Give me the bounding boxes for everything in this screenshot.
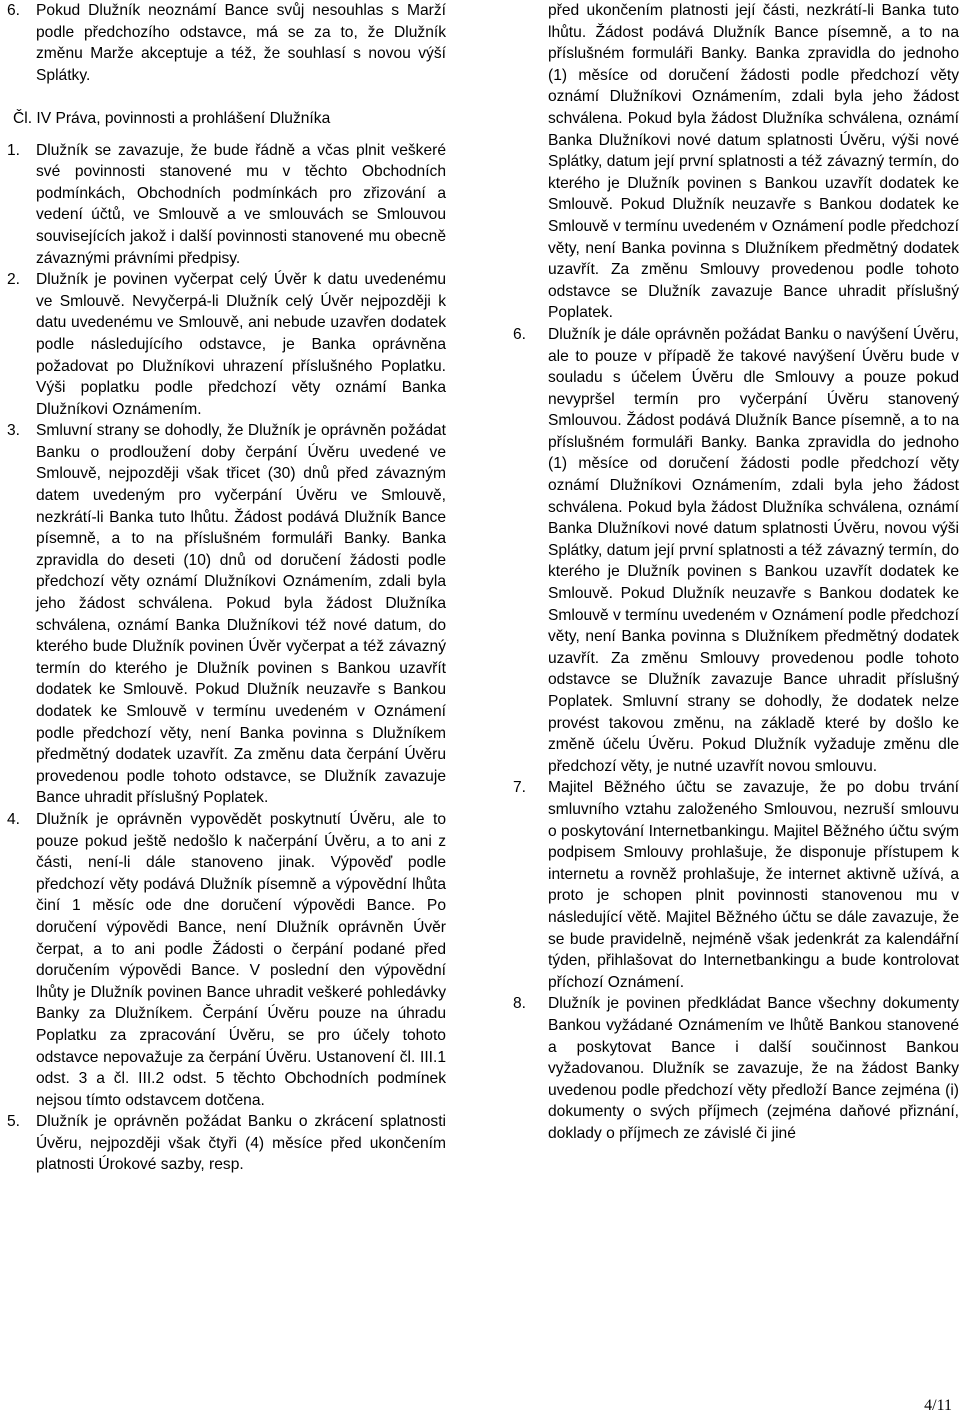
item-text: Dlužník se zavazuje, že bude řádně a včas plnit veškeré své povinnosti stanovené mu v těchto Obchodních podmínkách, Obchodních podmínkách pro zřizování a vedení účtů, ve Smlouvě a ve smlouvách se Smlouvou souvisejících jakož i další povinnosti stanovené mu obecně závaznými právními předpisy. [36,141,446,267]
spacer [7,130,446,140]
article-4-item-4 [7,809,446,1111]
article-4-item-3 [7,420,446,809]
article-4-item-1 [7,140,446,270]
item-text: Smluvní strany se dohodly, že Dlužník je oprávněn požádat Banku o prodloužení doby čerpání Úvěru uvedené ve Smlouvě, nejpozději však třicet (30) dnů před závazným datem uvedeným pro vyčerpání Úvěru ve Smlouvě, nezkrátí-li Banka tuto lhůtu. Žádost podává Dlužník Bance písemně, a to na příslušném formuláři Banky. Banka zpravidla do deseti (10) dnů od doručení žádosti podle předchozí věty oznámí Dlužníkovi Oznámením, zdali byla jeho žádost schválena. Pokud byla žádost Dlužníka schválena, oznámí Banka Dlužníkovi též nové datum, do kterého bude Dlužník povinen Úvěr vyčerpat a též závazný termín do kterého je Dlužník povinen s Bankou uzavřít dodatek ke Smlouvě. Pokud Dlužník neuzavře s Bankou dodatek ke Smlouvě v termínu uvedeném v Oznámení podle předchozí věty, není Banka povinna s Dlužníkem předmětný dodatek uzavřít. Za změnu data čerpání Úvěru provedenou podle tohoto odstavce, se Dlužník zavazuje Bance uhradit příslušný Poplatek. [36,422,446,807]
item-text: Dlužník je povinen vyčerpat celý Úvěr k datu uvedenému ve Smlouvě. Nevyčerpá-li Dlužník celý Úvěr nejpozději k datu uvedenému ve Smlouvě, ani nebude uzavřen dodatek podle následujícího odstavce, je Banka oprávněna požadovat po Dlužníkovi uhrazení příslušného Poplatku. Výši poplatku podle předchozí věty oznámí Banka Dlužníkovi Oznámením. [36,271,446,418]
article-4-item-6 [513,324,959,777]
article-4-item-5 [7,1111,446,1176]
item-text: Dlužník je dále oprávněn požádat Banku o navýšení Úvěru, ale to pouze v případě že takové navýšení Úvěru bude v souladu s účelem Úvěru dle Smlouvy a pouze pokud nevypršel termín pro vyčerpání Úvěru stanovený Smlouvou. Žádost podává Dlužník Bance písemně, a to na příslušném formuláři Banky. Banka zpravidla do jednoho (1) měsíce od doručení žádosti podle předchozí věty oznámí Dlužníkovi Oznámením, zdali byla jeho žádost schválena. Pokud byla žádost Dlužníka schválena, oznámí Banka Dlužníkovi nové datum splatnosti Úvěru, novou výši Splátky, datum její první splatnosti a též závazný termín, do kterého je Dlužník povinen s Bankou uzavřít dodatek ke Smlouvě. Pokud Dlužník neuzavře s Bankou dodatek ke Smlouvě v termínu uvedeném v Oznámení podle předchozí věty, není Banka povinna s Dlužníkem předmětný dodatek uzavřít. Za změnu Smlouvy provedenou podle tohoto odstavce se Dlužník zavazuje Bance uhradit příslušný Poplatek. Smluvní strany se dohodly, že dodatek nelze provést takovou změnu, na základě které by došlo ke změně účelu Úvěru. Pokud Dlužník vyžaduje změnu dle předchozí věty, je nutné uzavřít novou smlouvu. [548,325,959,775]
article-4-item-2 [7,269,446,420]
item-text: Dlužník je oprávněn vypovědět poskytnutí Úvěru, ale to pouze pokud ještě nedošlo k načerpání Úvěru, a to ani z části, není-li dále stanoveno jinak. Výpověď podle předchozí věty podává Dlužník písemně a výpovědní lhůta činí 1 měsíc ode dne doručení výpovědi Bance. Po doručení výpovědi Bance, není Dlužník oprávněn Úvěr čerpat, a to ani podle Žádosti o čerpání podané před doručením výpovědi Bance. V poslední den výpovědní lhůty je Dlužník povinen Bance uhradit veškeré pohledávky Banky za Dlužníkem. Čerpání Úvěru pouze na úhradu Poplatku za zpracování Úvěru, se pro účely tohoto odstavce nepovažuje za čerpání Úvěru. Ustanovení čl. III.1 odst. 3 a čl. III.2 odst. 5 těchto Obchodních podmínek nejsou tímto odstavcem dotčena. [36,810,446,1109]
article-3-item-6 [7,0,446,86]
spacer [7,86,446,108]
left-column [7,0,446,1176]
item-number: 5. [7,1113,21,1131]
right-column [513,0,959,1144]
item-number: 7. [513,779,527,797]
item-text: před ukončením platnosti její části, nezkrátí-li Banka tuto lhůtu. Žádost podává Dlužník Bance písemně, a to na příslušném formuláři Banky. Banka zpravidla do jednoho (1) měsíce od doručení žádosti podle předchozí věty oznámí Dlužníkovi Oznámením, zdali byla jeho žádost schválena. Pokud byla žádost Dlužníka schválena, oznámí Banka Dlužníkovi nové datum splatnosti Úvěru, výši nové Splátky, datum její první splatnosti a též závazný termín, do kterého je Dlužník povinen s Bankou uzavřít dodatek ke Smlouvě. Pokud Dlužník neuzavře s Bankou dodatek ke Smlouvě v termínu uvedeném v Oznámení podle předchozí věty, není Banka povinna s Dlužníkem předmětný dodatek uzavřít. Za změnu Smlouvy provedenou podle tohoto odstavce se Dlužník zavazuje Bance uhradit příslušný Poplatek. [548,2,959,322]
page-number: 4/11 [924,1397,952,1414]
item-number: 3. [7,422,21,440]
item-number: 8. [513,995,527,1013]
item-number: 4. [7,810,21,828]
item-text: Majitel Běžného účtu se zavazuje, že po dobu trvání smluvního vztahu založeného Smlouvou, nezruší smlouvu o poskytování Internetbankingu. Majitel Běžného účtu svým podpisem Smlouvy prohlašuje, že disponuje přístupem k internetu a rovněž prohlašuje, že internet aktivně užívá, a proto je schopen plnit povinnosti stanovenou mu v následující větě. Majitel Běžného účtu se dále zavazuje, že se bude pravidelně, nejméně však jedenkrát za kalendářní týden, přihlašovat do Internetbankingu a bude kontrolovat příchozí Oznámení. [548,779,959,991]
article-4-item-7 [513,777,959,993]
item-text: Pokud Dlužník neoznámí Bance svůj nesouhlas s Marží podle předchozího odstavce, má se za to, že Dlužník změnu Marže akceptuje a též, že souhlasí s novou výší Splátky. [36,2,446,84]
item-text: Dlužník je oprávněn požádat Banku o zkrácení splatnosti Úvěru, nejpozději však čtyři (4) měsíce před ukončením platnosti Úrokové sazby, resp. [36,1113,446,1174]
article-4-item-5-continuation [513,0,959,324]
item-number: 1. [7,141,21,159]
article-4-item-8 [513,993,959,1144]
item-text: Dlužník je povinen předkládat Bance všechny dokumenty Bankou vyžádané Oznámením ve lhůtě Bankou stanovené a poskytovat Bance i další součinnost Bankou vyžadovanou. Dlužník se zavazuje, že na žádost Banky uvedenou podle předchozí věty předloží Bance zejména (i) dokumenty o svých příjmech (zejména daňové přiznání, doklady o příjmech ze závislé či jiné [548,995,959,1142]
item-number: 6. [7,2,21,19]
item-number: 6. [513,325,527,343]
item-number: 2. [7,271,21,289]
section-heading: Čl. IV Práva, povinnosti a prohlášení Dlužníka [13,109,331,127]
